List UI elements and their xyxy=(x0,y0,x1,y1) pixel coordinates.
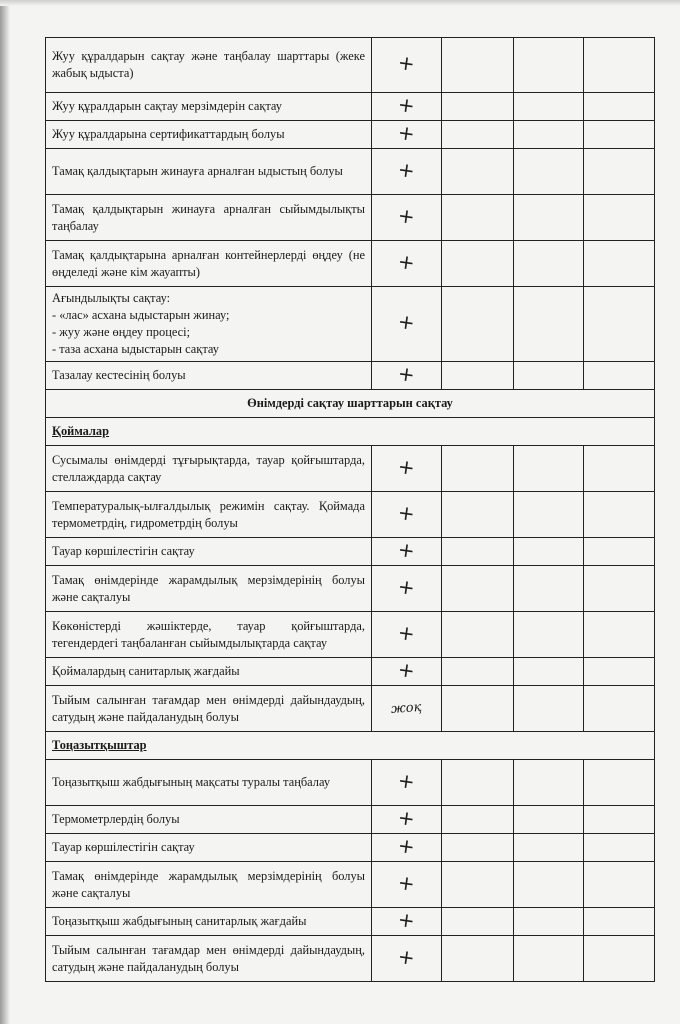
empty-cell xyxy=(442,566,514,612)
handwritten-mark: + xyxy=(396,619,417,646)
empty-cell xyxy=(584,287,655,362)
empty-cell xyxy=(514,492,584,538)
compliance-mark-cell xyxy=(372,936,442,982)
checklist-row xyxy=(46,806,655,834)
checklist-row xyxy=(46,149,655,195)
compliance-mark-cell xyxy=(372,149,442,195)
empty-cell xyxy=(514,287,584,362)
criterion-text: Температуралық-ылғалдылық режимін сақтау. Қоймада термометрдің, гидрометрдің болуы xyxy=(46,492,372,538)
compliance-mark-cell xyxy=(372,287,442,362)
checklist-row xyxy=(46,538,655,566)
empty-cell xyxy=(514,936,584,982)
compliance-mark-cell xyxy=(372,566,442,612)
handwritten-mark: + xyxy=(396,119,417,146)
empty-cell xyxy=(442,93,514,121)
criterion-text: Тазалау кестесінің болуы xyxy=(46,362,372,390)
checklist-row xyxy=(46,862,655,908)
checklist-row xyxy=(46,362,655,390)
empty-cell xyxy=(442,658,514,686)
criterion-text: Термометрлердің болуы xyxy=(46,806,372,834)
empty-cell xyxy=(514,908,584,936)
criterion-text: Жуу құралдарын сақтау және таңбалау шарттары (жеке жабық ыдыста) xyxy=(46,38,372,93)
empty-cell xyxy=(514,834,584,862)
checklist-row xyxy=(46,93,655,121)
compliance-mark-cell xyxy=(372,446,442,492)
empty-cell xyxy=(442,287,514,362)
empty-cell xyxy=(514,612,584,658)
empty-cell xyxy=(584,908,655,936)
group-title-fridges: Тоңазытқыштар xyxy=(46,732,655,760)
handwritten-mark: + xyxy=(396,49,417,77)
empty-cell xyxy=(442,195,514,241)
handwritten-mark: + xyxy=(396,906,417,933)
empty-cell xyxy=(442,241,514,287)
empty-cell xyxy=(584,658,655,686)
criterion-text: Жуу құралдарына сертификаттардың болуы xyxy=(46,121,372,149)
empty-cell xyxy=(584,936,655,982)
empty-cell xyxy=(442,149,514,195)
criterion-text: Жуу құралдарын сақтау мерзімдерін сақтау xyxy=(46,93,372,121)
compliance-mark-cell xyxy=(372,121,442,149)
criterion-text: Тамақ қалдықтарын жинауға арналған ыдыстың болуы xyxy=(46,149,372,195)
empty-cell xyxy=(584,760,655,806)
checklist-row xyxy=(46,686,655,732)
checklist-row xyxy=(46,612,655,658)
criterion-text: Тыйым салынған тағамдар мен өнімдерді дайындаудың, сатудың және пайдаланудың болуы xyxy=(46,936,372,982)
compliance-mark-cell xyxy=(372,93,442,121)
scan-top-shadow xyxy=(0,0,680,6)
criterion-text: Көкөністерді жәшіктерде, тауар қойғыштарда, тегендердегі таңбаланған сыйымдылықтарда сақтау xyxy=(46,612,372,658)
criterion-text: Сусымалы өнімдерді тұғырықтарда, тауар қойғыштарда, стеллаждарда сақтау xyxy=(46,446,372,492)
handwritten-mark: + xyxy=(396,156,417,183)
checklist-row xyxy=(46,908,655,936)
empty-cell xyxy=(514,566,584,612)
criterion-text: Тамақ өнімдерінде жарамдылық мерзімдерінің болуы және сақталуы xyxy=(46,566,372,612)
empty-cell xyxy=(442,538,514,566)
empty-cell xyxy=(514,538,584,566)
empty-cell xyxy=(442,862,514,908)
empty-cell xyxy=(584,362,655,390)
empty-cell xyxy=(442,38,514,93)
section-title: Өнімдерді сақтау шарттарын сақтау xyxy=(46,390,655,418)
checklist-row xyxy=(46,195,655,241)
handwritten-mark: + xyxy=(396,453,417,480)
handwritten-mark: + xyxy=(396,943,417,970)
handwritten-mark: + xyxy=(396,869,417,896)
handwritten-mark: жоқ xyxy=(390,699,423,718)
compliance-mark-cell xyxy=(372,658,442,686)
empty-cell xyxy=(584,806,655,834)
compliance-mark-cell xyxy=(372,862,442,908)
empty-cell xyxy=(584,149,655,195)
empty-cell xyxy=(514,149,584,195)
empty-cell xyxy=(584,241,655,287)
empty-cell xyxy=(442,908,514,936)
empty-cell xyxy=(584,38,655,93)
criterion-text: Қоймалардың санитарлық жағдайы xyxy=(46,658,372,686)
handwritten-mark: + xyxy=(396,360,417,387)
criterion-text: Тауар көршілестігін сақтау xyxy=(46,834,372,862)
empty-cell xyxy=(584,686,655,732)
compliance-mark-cell xyxy=(372,908,442,936)
criterion-text: Тамақ қалдықтарына арналған контейнерлерді өңдеу (не өңделеді және кім жауапты) xyxy=(46,241,372,287)
empty-cell xyxy=(514,38,584,93)
empty-cell xyxy=(442,760,514,806)
criterion-text: Тамақ өнімдерінде жарамдылық мерзімдерінің болуы және сақталуы xyxy=(46,862,372,908)
empty-cell xyxy=(442,446,514,492)
group-title-fridges-row xyxy=(46,732,655,760)
empty-cell xyxy=(442,834,514,862)
empty-cell xyxy=(514,760,584,806)
checklist-row xyxy=(46,492,655,538)
empty-cell xyxy=(584,195,655,241)
handwritten-mark: + xyxy=(396,656,417,683)
empty-cell xyxy=(514,121,584,149)
empty-cell xyxy=(442,806,514,834)
empty-cell xyxy=(442,936,514,982)
handwritten-mark: + xyxy=(396,832,417,859)
handwritten-mark: + xyxy=(396,573,417,600)
compliance-mark-cell xyxy=(372,760,442,806)
empty-cell xyxy=(514,446,584,492)
checklist-row xyxy=(46,566,655,612)
empty-cell xyxy=(514,93,584,121)
compliance-mark-cell xyxy=(372,38,442,93)
criterion-text: Тауар көршілестігін сақтау xyxy=(46,538,372,566)
handwritten-mark: + xyxy=(396,767,417,794)
criterion-text: Тамақ қалдықтарын жинауға арналған сыйымдылықты таңбалау xyxy=(46,195,372,241)
empty-cell xyxy=(584,492,655,538)
handwritten-mark: + xyxy=(396,91,417,118)
scan-edge-shadow xyxy=(0,0,10,1024)
compliance-mark-cell xyxy=(372,241,442,287)
checklist-row xyxy=(46,121,655,149)
empty-cell xyxy=(584,834,655,862)
compliance-mark-cell xyxy=(372,195,442,241)
empty-cell xyxy=(442,121,514,149)
compliance-mark-cell xyxy=(372,834,442,862)
group-title-warehouses-row xyxy=(46,418,655,446)
criterion-text: Тоңазытқыш жабдығының мақсаты туралы таңбалау xyxy=(46,760,372,806)
empty-cell xyxy=(514,806,584,834)
section-title-row xyxy=(46,390,655,418)
compliance-mark-cell xyxy=(372,686,442,732)
handwritten-mark: + xyxy=(396,308,417,336)
compliance-mark-cell xyxy=(372,492,442,538)
empty-cell xyxy=(442,686,514,732)
checklist-row xyxy=(46,38,655,93)
empty-cell xyxy=(442,492,514,538)
inspection-checklist-table xyxy=(45,37,655,982)
compliance-mark-cell xyxy=(372,806,442,834)
empty-cell xyxy=(514,686,584,732)
checklist-row xyxy=(46,936,655,982)
empty-cell xyxy=(514,862,584,908)
handwritten-mark: + xyxy=(396,499,417,526)
checklist-row xyxy=(46,658,655,686)
handwritten-mark: + xyxy=(396,804,417,831)
compliance-mark-cell xyxy=(372,612,442,658)
criterion-text: Ағындылықты сақтау: - «лас» асхана ыдыстарын жинау; - жуу және өңдеу процесі; - таза асхана ыдыстарын сақтау xyxy=(46,287,372,362)
compliance-mark-cell xyxy=(372,538,442,566)
criterion-text: Тыйым салынған тағамдар мен өнімдерді дайындаудың, сатудың және пайдаланудың болуы xyxy=(46,686,372,732)
empty-cell xyxy=(442,612,514,658)
compliance-mark-cell xyxy=(372,362,442,390)
handwritten-mark: + xyxy=(396,536,417,563)
checklist-row xyxy=(46,446,655,492)
empty-cell xyxy=(584,566,655,612)
empty-cell xyxy=(514,241,584,287)
group-title-warehouses: Қоймалар xyxy=(46,418,655,446)
checklist-row xyxy=(46,834,655,862)
handwritten-mark: + xyxy=(396,248,417,275)
empty-cell xyxy=(584,446,655,492)
empty-cell xyxy=(514,362,584,390)
checklist-row xyxy=(46,760,655,806)
criterion-text: Тоңазытқыш жабдығының санитарлық жағдайы xyxy=(46,908,372,936)
checklist-row xyxy=(46,241,655,287)
empty-cell xyxy=(514,195,584,241)
empty-cell xyxy=(514,658,584,686)
empty-cell xyxy=(584,538,655,566)
empty-cell xyxy=(584,93,655,121)
handwritten-mark: + xyxy=(396,202,417,229)
empty-cell xyxy=(584,121,655,149)
empty-cell xyxy=(584,612,655,658)
checklist-row xyxy=(46,287,655,362)
empty-cell xyxy=(584,862,655,908)
empty-cell xyxy=(442,362,514,390)
